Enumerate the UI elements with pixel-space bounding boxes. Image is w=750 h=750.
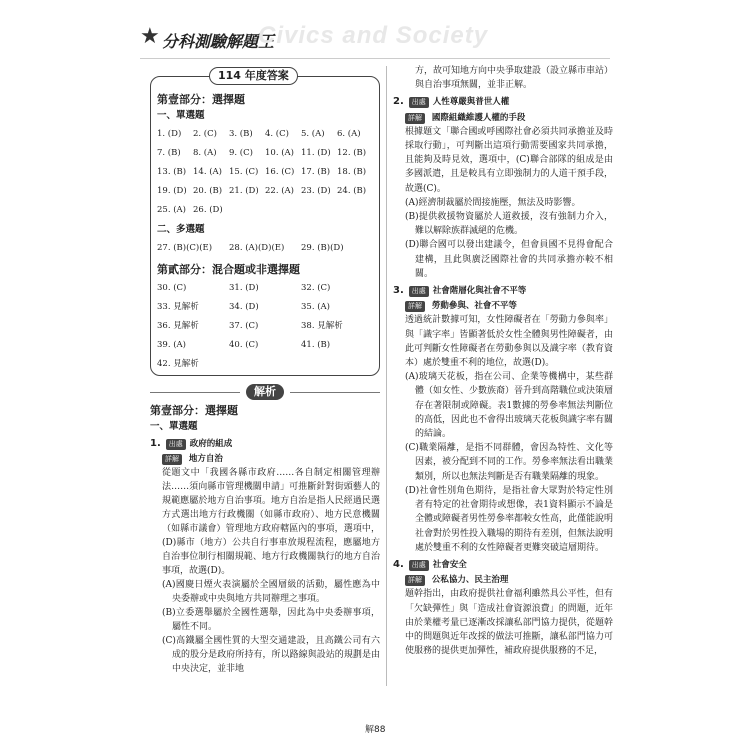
series-title: 分科測驗解題王 — [162, 32, 275, 51]
question-2-option: (D)聯合國可以發出建議令，但會員國不見得會配合建構，且此與廣泛國際社會的共同承擔亦較不相關。 — [405, 240, 613, 279]
answer-item: 31. (D) — [229, 283, 259, 293]
answer-item: 20. (B) — [193, 186, 223, 196]
question-1-option: (B)立委選舉屬於全國性選舉，因此為中央委辦事項，屬性不同。 — [162, 608, 380, 632]
answer-box — [150, 69, 380, 376]
question-3-option: (A)玻璃天花板，指在公司、企業等機構中，某些群體（如女性、少數族裔）晉升到高階職位或決策層存在著限制或障礙。表1數據的勞參率無法判斷位的高低，因此也不會得出玻璃天花板與識字率有關的結論。 — [405, 372, 614, 440]
answer-item: 18. (B) — [337, 167, 367, 177]
explain-tag: 詳解 — [405, 301, 425, 312]
answer-item: 28. (A)(D)(E) — [229, 243, 285, 253]
answer-item: 29. (B)(D) — [301, 243, 344, 253]
answer-item: 14. (A) — [193, 167, 222, 177]
watermark-text: Civics and Society — [258, 22, 489, 49]
header-divider — [140, 58, 610, 59]
answer-multi-title: 二、多選題 — [157, 224, 205, 235]
answer-item: 10. (A) — [265, 148, 294, 158]
answer-item: 39. (A) — [157, 340, 186, 350]
answer-item: 2. (C) — [193, 129, 217, 139]
answer-item: 16. (C) — [265, 167, 295, 177]
question-1-option: (A)國慶日煙火表演屬於全國層級的活動，屬性應為中央委辦或中央與地方共同辦理之事項。 — [162, 580, 380, 604]
answer-item: 7. (B) — [157, 148, 181, 158]
answer-item: 32. (C) — [301, 283, 331, 293]
question-3-option: (D)社會性別角色期待，是指社會大眾對於特定性別者有特定的社會期待或想像，表1資料顯示不論是全體或障礙者男性勞參率都較女性高，此僅能說明社會對於男性投入職場的期待有差別，但無法說明處於雙重不利的女性障礙者更難突破這層期待。 — [405, 485, 614, 553]
analysis-label: 解析 — [246, 384, 284, 400]
question-2-header: 2. 出處 人性尊嚴與普世人權 — [393, 96, 510, 108]
answer-item: 40. (C) — [229, 340, 259, 350]
question-1-topic: 詳解 地方自治 — [150, 452, 380, 466]
answer-single-title: 一、單選題 — [157, 110, 205, 121]
answer-item: 36. 見解析 — [157, 321, 199, 331]
column-divider — [386, 66, 387, 686]
question-2-explanation: 根據題文「聯合國或呼國際社會必須共同承擔並及時採取行動」，可判斷出這項行動需要國家共同承擔，且能夠及時見效，選項中，(C)聯合部隊的組成是由多國派遣，且是較具有立即強制力的人道干預手段，故選(C)。 — [405, 126, 613, 194]
answer-item: 8. (A) — [193, 148, 217, 158]
answer-part1-title: 第壹部分：選擇題 — [157, 93, 245, 106]
analysis-part1-title: 第壹部分：選擇題 — [150, 404, 238, 417]
question-1-continued: 方，故可知地方向中央爭取建設（設立縣市車站）與自治事項無關，並非正解。 — [415, 66, 614, 91]
question-3-header: 3. 出處 社會階層化與社會不平等 — [393, 285, 527, 297]
answer-item: 33. 見解析 — [157, 302, 199, 312]
question-4-explanation: 題幹指出，由政府提供社會福利雖然具公平性，但有「欠缺彈性」與「造成社會資源浪費」的問題，近年由於業權考量已逐漸改採讓私部門協力提供，從題幹中的問題與近年改採的做法可推斷，讓私部門協力可使服務的提供更加彈性，補政府提供服務的不足， — [405, 589, 613, 657]
question-1-explanation: 從題文中「我國各縣市政府……各自制定相關管理辦法……須向縣市管理機關申請」可推斷針對街頭藝人的規範應屬於地方自治事項。地方自治是指人民經過民選方式選出地方行政機關（如縣市政府）、地方民意機關（如縣市議會）管理地方政府轄區內的事項，選項中，(D)縣市（地方）公共自行事車放規程流程，應屬地方自治事位制行相關規範、地方行政機關執行的地方自治事項，故選(D)。 — [162, 468, 380, 576]
answer-item: 37. (C) — [229, 321, 259, 331]
star-icon: ★ — [140, 24, 160, 49]
question-3-explanation: 透過統計數據可知，女性障礙者在「勞動力參與率」與「識字率」皆顯著低於女性全體與男性障礙者，由此可判斷女性障礙者在勞動參與以及識字率（教育資本）處於雙重不利的地位，故選(D)。 — [405, 315, 613, 369]
answer-item: 27. (B)(C)(E) — [157, 243, 213, 253]
answer-item: 17. (B) — [301, 167, 331, 177]
answer-item: 22. (A) — [265, 186, 294, 196]
answer-item: 21. (D) — [229, 186, 259, 196]
answer-item: 9. (C) — [229, 148, 253, 158]
question-4-header: 4. 出處 社會安全 — [393, 558, 467, 570]
answer-item: 1. (D) — [157, 129, 182, 139]
source-tag: 出處 — [409, 560, 429, 571]
question-3-option: (C)職業隔離，是指不同群體，會因為特性、文化等因素，被分配到不同的工作。勞參率無法看出職業類別，所以也無法判斷是否有職業隔離的現象。 — [405, 443, 614, 482]
analysis-single-title: 一、單選題 — [150, 421, 198, 432]
answer-item: 26. (D) — [193, 205, 223, 215]
answer-item: 19. (D) — [157, 186, 187, 196]
answer-item: 6. (A) — [337, 129, 361, 139]
source-tag: 出處 — [409, 97, 429, 108]
answer-item: 13. (B) — [157, 167, 187, 177]
multi-answer-grid — [157, 241, 373, 255]
question-2-topic: 詳解 國際組織維護人權的手段 — [393, 111, 613, 125]
answer-part2-title: 第貳部分：混合題或非選擇題 — [157, 263, 300, 276]
answer-item: 38. 見解析 — [301, 321, 343, 331]
answer-item: 15. (C) — [229, 167, 259, 177]
explain-tag: 詳解 — [405, 575, 425, 586]
answer-item: 30. (C) — [157, 283, 187, 293]
source-tag: 出處 — [409, 286, 429, 297]
answer-item: 34. (D) — [229, 302, 259, 312]
analysis-divider — [150, 384, 380, 400]
question-2-option: (B)提供救援物資屬於人道救援，沒有強制力介入，難以解除族群滅絕的危機。 — [405, 212, 613, 237]
single-answer-grid — [157, 127, 373, 217]
explain-tag: 詳解 — [405, 113, 425, 124]
question-1-option: (C)高鐵屬全國性質的大型交通建設，且高鐵公司有六成的股分是政府所持有，所以路線與設站的規劃是由中央決定，並非地 — [162, 636, 380, 674]
explain-tag: 詳解 — [162, 454, 182, 465]
question-3-topic: 詳解 勞動參與、社會不平等 — [393, 299, 613, 313]
page-number: 解88 — [365, 725, 386, 735]
answer-item: 25. (A) — [157, 205, 186, 215]
answer-item: 24. (B) — [337, 186, 367, 196]
answer-item: 41. (B) — [301, 340, 331, 350]
answer-item: 35. (A) — [301, 302, 330, 312]
mixed-answer-grid — [157, 281, 373, 371]
answer-item: 12. (B) — [337, 148, 367, 158]
answer-item: 5. (A) — [301, 129, 325, 139]
answer-item: 11. (D) — [301, 148, 331, 158]
answer-box-title: 114 年度答案 — [209, 67, 298, 85]
answer-item: 42. 見解析 — [157, 359, 199, 369]
source-tag: 出處 — [166, 439, 186, 450]
left-column — [150, 70, 380, 676]
right-column — [393, 64, 613, 658]
answer-item: 4. (C) — [265, 129, 289, 139]
answer-item: 23. (D) — [301, 186, 331, 196]
question-2-option: (A)經濟制裁屬於間接施壓，無法及時影響。 — [405, 197, 581, 208]
question-4-topic: 詳解 公私協力、民主治理 — [393, 573, 613, 587]
answer-item: 3. (B) — [229, 129, 253, 139]
question-1-header: 1. 出處 政府的組成 — [150, 438, 233, 449]
